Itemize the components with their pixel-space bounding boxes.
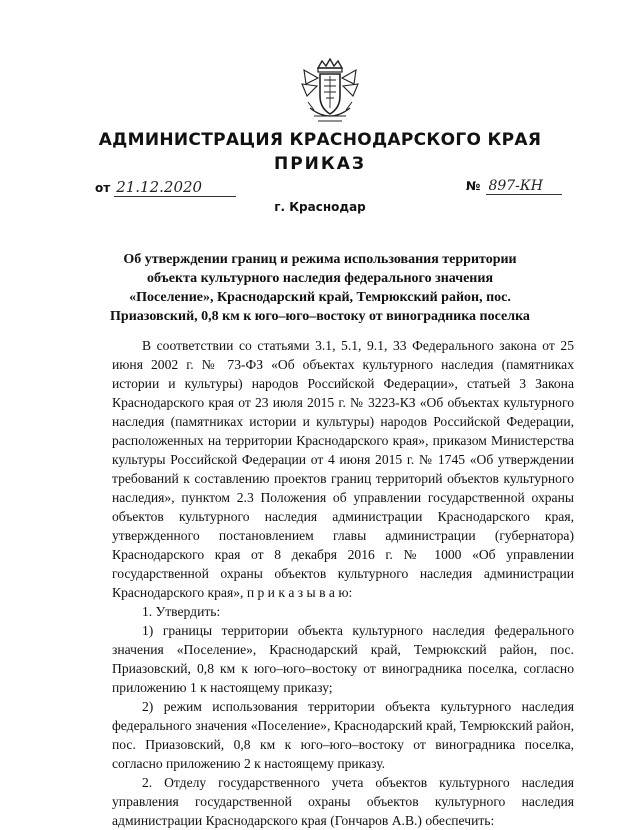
city-label: г. Краснодар <box>274 200 366 214</box>
document-type: ПРИКАЗ <box>273 154 367 174</box>
krasnodar-coat-of-arms-icon <box>298 58 362 128</box>
item-1: 1. Утвердить: <box>142 604 221 619</box>
item-1-1: 1) границы территории объекта культурного наследия федерального значения «Поселение», Краснодарский край, Темрюкский район, пос. Приазовский, 0,8 км к юго–юго–востоку от виноградника поселка, согласно приложению 1 к настоящему приказу; <box>112 623 574 695</box>
document-heading: Об утверждении границ и режима использования территории объекта культурного наследия федерального значения «Поселение», Краснодарский край, Темрюкский район, пос. Приазовский, 0,8 км к юго–юго–востоку от виноградника поселка <box>110 252 530 324</box>
item-1-2: 2) режим использования территории объекта культурного наследия федерального значения «Поселение», Краснодарский край, Темрюкский район, пос. Приазовский, 0,8 км к юго–юго–востоку от виноградника поселка, согласно приложению 2 к настоящему приказу. <box>112 699 574 771</box>
organization-title: АДМИНИСТРАЦИЯ КРАСНОДАРСКОГО КРАЯ <box>98 130 542 150</box>
handwritten-number: 897-КН <box>486 178 562 195</box>
date-line <box>95 178 236 197</box>
item-2: 2. Отделу государственного учета объектов культурного наследия управления государственной охраны объектов культурного наследия администрации Краснодарского края (Гончаров А.В.) обеспечить: <box>112 775 574 828</box>
document-body <box>112 336 574 830</box>
number-line <box>466 178 562 195</box>
handwritten-date: 21.12.2020 <box>114 178 236 197</box>
date-prefix: от <box>95 181 111 195</box>
number-prefix: № <box>466 179 481 193</box>
intro-paragraph: В соответствии со статьями 3.1, 5.1, 9.1, 33 Федерального закона от 25 июня 2002 г. № 73-ФЗ «Об объектах культурного наследия (памятниках истории и культуры) народов Российской Федерации», статьей 3 Закона Краснодарского края от 23 июля 2015 г. № 3223-КЗ «Об объектах культурного наследия (памятниках истории и культуры) народов Российской Федерации, расположенных на территории Краснодарского края», приказом Министерства культуры Российской Федерации от 4 июня 2015 г. № 1745 «Об утверждении требований к составлению проектов границ территорий объектов культурного наследия», пунктом 2.3 Положения об управлении государственной охраны объектов культурного наследия администрации Краснодарского края, утвержденного постановлением главы администрации (губернатора) Краснодарского края от 8 декабря 2016 г. № 1000 «Об управлении государственной охраны объектов культурного наследия администрации Краснодарского края», п р и к а з ы в а ю: <box>112 338 574 600</box>
